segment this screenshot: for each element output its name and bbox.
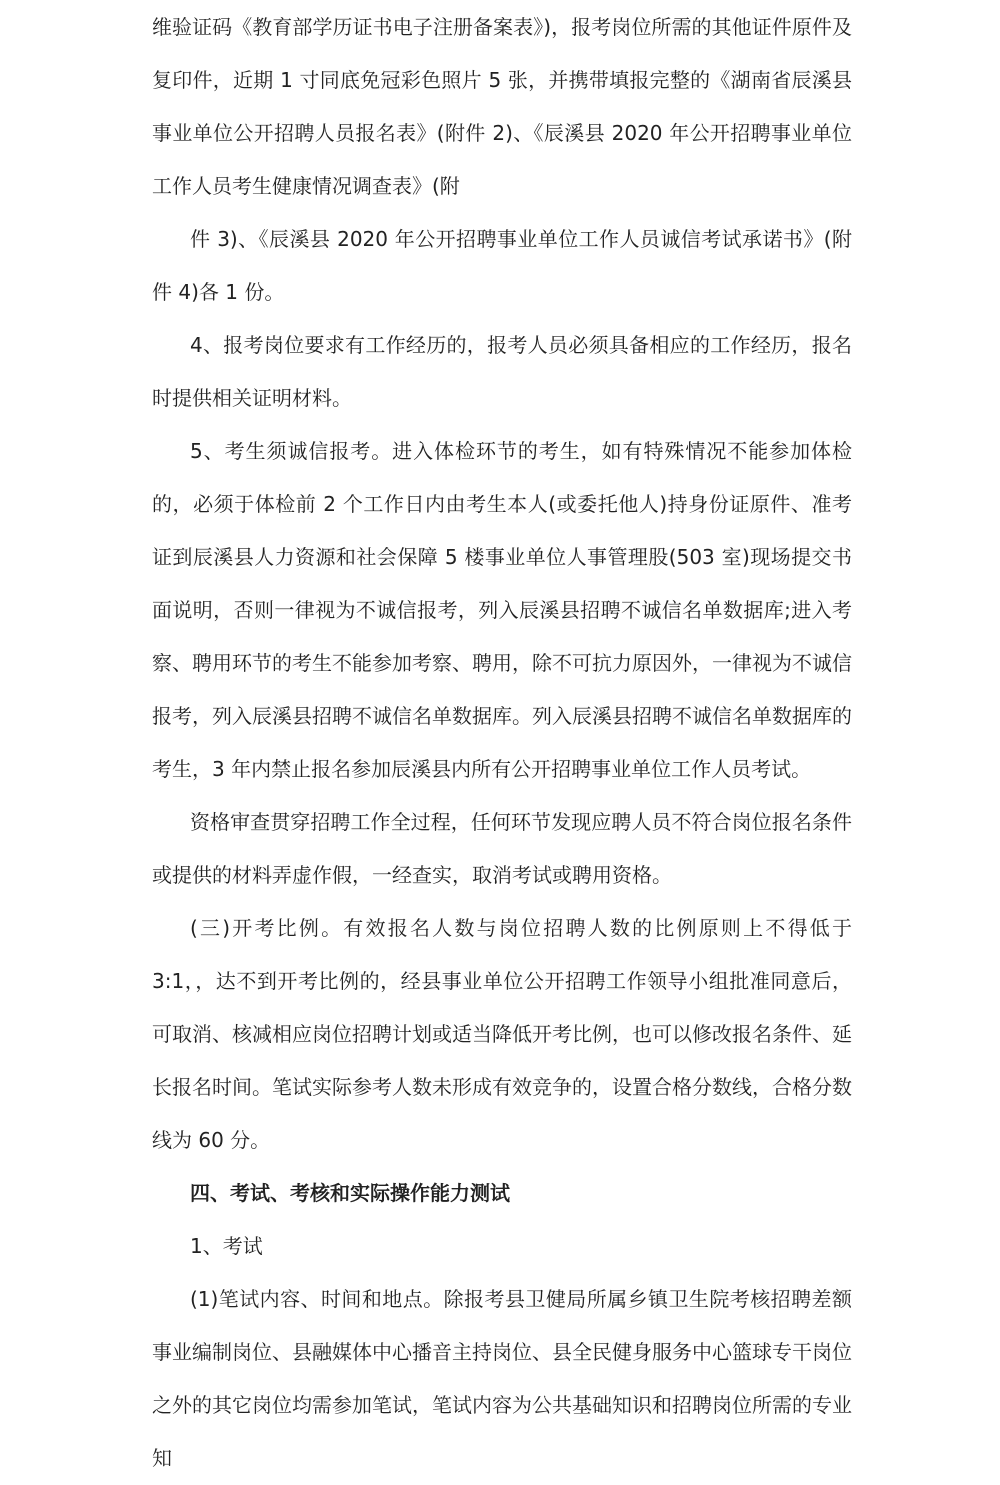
paragraph-work-experience: 4、报考岗位要求有工作经历的，报考人员必须具备相应的工作经历，报名时提供相关证明材料。: [152, 333, 852, 410]
paragraph-cert-materials: 维验证码《教育部学历证书电子注册备案表》)，报考岗位所需的其他证件原件及复印件，近期 1 寸同底免冠彩色照片 5 张，并携带填报完整的《湖南省辰溪县事业单位公开招聘人员报名表》(附件 2)、《辰溪县 2020 年公开招聘事业单位工作人员考生健康情况调查表》(附: [152, 15, 852, 198]
paragraph-written-exam: (1)笔试内容、时间和地点。除报考县卫健局所属乡镇卫生院考核招聘差额事业编制岗位、县融媒体中心播音主持岗位、县全民健身服务中心篮球专干岗位之外的其它岗位均需参加笔试，笔试内容为公共基础知识和招聘岗位所需的专业知: [152, 1287, 852, 1470]
section-heading-exam: 四、考试、考核和实际操作能力测试: [190, 1181, 510, 1205]
paragraph-qualification-review: 资格审查贯穿招聘工作全过程，任何环节发现应聘人员不符合岗位报名条件或提供的材料弄虚作假，一经查实，取消考试或聘用资格。: [152, 810, 852, 887]
paragraph-exam-ratio: (三)开考比例。有效报名人数与岗位招聘人数的比例原则上不得低于 3:1，，达不到开考比例的，经县事业单位公开招聘工作领导小组批准同意后，可取消、核减相应岗位招聘计划或适当降低开考比例，也可以修改报名条件、延长报名时间。笔试实际参考人数未形成有效竞争的，设置合格分数线，合格分数线为 60 分。: [152, 916, 852, 1152]
subheading-exam: 1、考试: [190, 1234, 263, 1258]
document-page: [152, 0, 852, 1485]
paragraph-integrity: 5、考生须诚信报考。进入体检环节的考生，如有特殊情况不能参加体检的，必须于体检前 2 个工作日内由考生本人(或委托他人)持身份证原件、准考证到辰溪县人力资源和社会保障 5 楼事业单位人事管理股(503 室)现场提交书面说明，否则一律视为不诚信报考，列入辰溪县招聘不诚信名单数据库;进入考察、聘用环节的考生不能参加考察、聘用，除不可抗力原因外，一律视为不诚信报考，列入辰溪县招聘不诚信名单数据库。列入辰溪县招聘不诚信名单数据库的考生，3 年内禁止报名参加辰溪县内所有公开招聘事业单位工作人员考试。: [152, 439, 852, 781]
paragraph-attachments: 件 3)、《辰溪县 2020 年公开招聘事业单位工作人员诚信考试承诺书》(附件 4)各 1 份。: [152, 227, 852, 304]
